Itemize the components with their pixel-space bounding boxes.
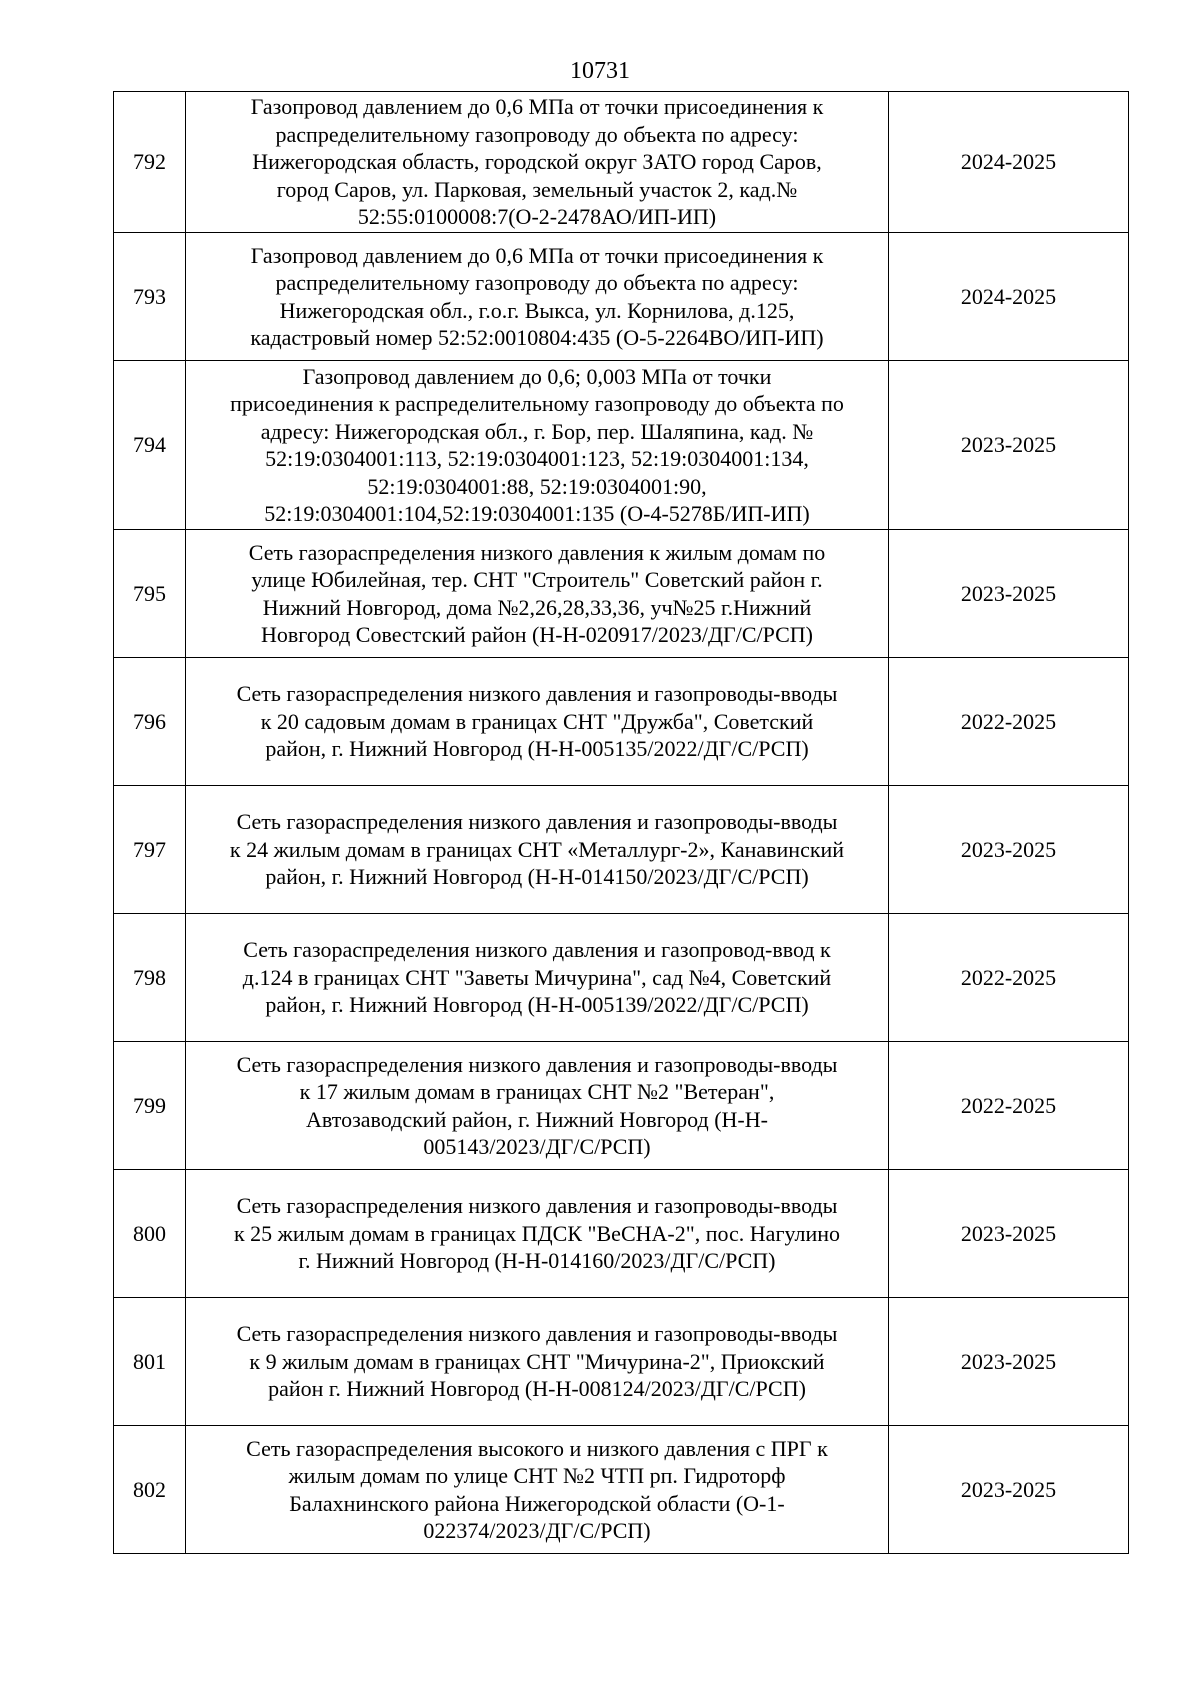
table-row (114, 1042, 1129, 1170)
row-description: Сеть газораспределения низкого давления и газопроводы-вводы к 25 жилым домам в границах ПДСК "ВеСНА-2", пос. Нагулино г. Нижний Новгород (Н-Н-014160/2023/ДГ/С/РСП) (186, 1170, 889, 1298)
row-period: 2024-2025 (889, 92, 1129, 233)
row-description: Сеть газораспределения низкого давления и газопроводы-вводы к 17 жилым домам в границах СНТ №2 "Ветеран", Автозаводский район, г. Нижний Новгород (Н-Н- 005143/2023/ДГ/С/РСП) (186, 1042, 889, 1170)
row-number: 798 (114, 914, 186, 1042)
row-period: 2022-2025 (889, 914, 1129, 1042)
row-number: 797 (114, 786, 186, 914)
row-number: 796 (114, 658, 186, 786)
row-description: Газопровод давлением до 0,6; 0,003 МПа от точки присоединения к распределительному газопроводу до объекта по адресу: Нижегородская обл., г. Бор, пер. Шаляпина, кад. № 52:19:0304001:113, 52:19:0304001:123, 52:19:0304001:134, 52:19:0304001:88, 52:19:0304001:90, 52:19:0304001:104,52:19:0304001:135 (О-4-5278Б/ИП-ИП) (186, 361, 889, 530)
row-period: 2023-2025 (889, 530, 1129, 658)
row-number: 795 (114, 530, 186, 658)
row-description: Сеть газораспределения низкого давления и газопроводы-вводы к 20 садовым домам в границах СНТ "Дружба", Советский район, г. Нижний Новгород (Н-Н-005135/2022/ДГ/С/РСП) (186, 658, 889, 786)
table-row (114, 1170, 1129, 1298)
row-description: Сеть газораспределения низкого давления и газопроводы-вводы к 24 жилым домам в границах СНТ «Металлург-2», Канавинский район, г. Нижний Новгород (Н-Н-014150/2023/ДГ/С/РСП) (186, 786, 889, 914)
row-period: 2023-2025 (889, 1426, 1129, 1554)
row-number: 794 (114, 361, 186, 530)
row-number: 800 (114, 1170, 186, 1298)
row-period: 2023-2025 (889, 1170, 1129, 1298)
table-row (114, 530, 1129, 658)
row-number: 802 (114, 1426, 186, 1554)
table-row (114, 786, 1129, 914)
table-row (114, 233, 1129, 361)
row-period: 2023-2025 (889, 1298, 1129, 1426)
row-number: 799 (114, 1042, 186, 1170)
row-description: Газопровод давлением до 0,6 МПа от точки присоединения к распределительному газопроводу до объекта по адресу: Нижегородская область, городской округ ЗАТО город Саров, город Саров, ул. Парковая, земельный участок 2, кад.№ 52:55:0100008:7(О-2-2478АО/ИП-ИП) (186, 92, 889, 233)
table-row (114, 914, 1129, 1042)
row-description: Сеть газораспределения низкого давления и газопровод-ввод к д.124 в границах СНТ "Заветы Мичурина", сад №4, Советский район, г. Нижний Новгород (Н-Н-005139/2022/ДГ/С/РСП) (186, 914, 889, 1042)
table-row (114, 1298, 1129, 1426)
row-period: 2022-2025 (889, 1042, 1129, 1170)
registry-table (113, 91, 1129, 1554)
row-number: 793 (114, 233, 186, 361)
page-number: 10731 (570, 58, 630, 84)
row-description: Сеть газораспределения низкого давления к жилым домам по улице Юбилейная, тер. СНТ "Строитель" Советский район г. Нижний Новгород, дома №2,26,28,33,36, уч№25 г.Нижний Новгород Совестский район (Н-Н-020917/2023/ДГ/С/РСП) (186, 530, 889, 658)
table-row (114, 92, 1129, 233)
row-period: 2024-2025 (889, 233, 1129, 361)
table-row (114, 1426, 1129, 1554)
table-row (114, 361, 1129, 530)
row-period: 2023-2025 (889, 361, 1129, 530)
row-period: 2023-2025 (889, 786, 1129, 914)
row-period: 2022-2025 (889, 658, 1129, 786)
table-row (114, 658, 1129, 786)
row-number: 792 (114, 92, 186, 233)
row-description: Сеть газораспределения высокого и низкого давления с ПРГ к жилым домам по улице СНТ №2 ЧТП рп. Гидроторф Балахнинского района Нижегородской области (О-1- 022374/2023/ДГ/С/РСП) (186, 1426, 889, 1554)
row-description: Сеть газораспределения низкого давления и газопроводы-вводы к 9 жилым домам в границах СНТ "Мичурина-2", Приокский район г. Нижний Новгород (Н-Н-008124/2023/ДГ/С/РСП) (186, 1298, 889, 1426)
row-number: 801 (114, 1298, 186, 1426)
row-description: Газопровод давлением до 0,6 МПа от точки присоединения к распределительному газопроводу до объекта по адресу: Нижегородская обл., г.о.г. Выкса, ул. Корнилова, д.125, кадастровый номер 52:52:0010804:435 (О-5-2264ВО/ИП-ИП) (186, 233, 889, 361)
